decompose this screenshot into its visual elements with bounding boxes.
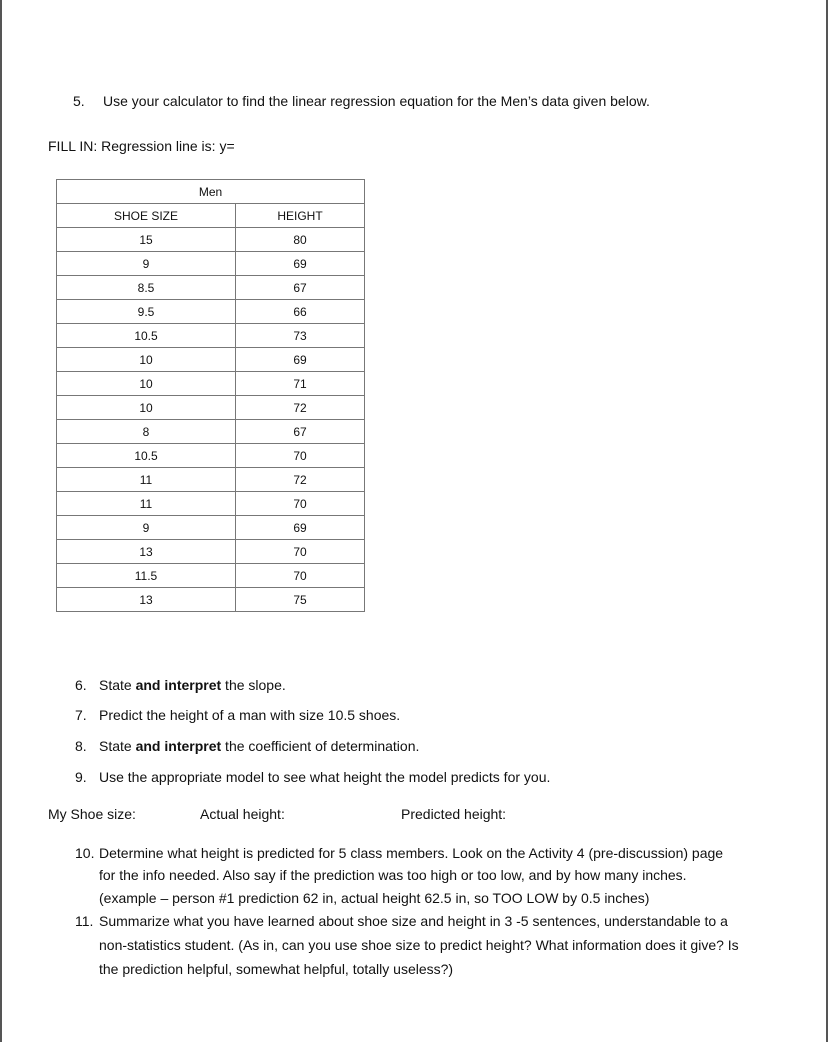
q11-number: 11. (75, 913, 94, 929)
page-edge-left (0, 0, 2, 1042)
q11-line: Summarize what you have learned about shoe size and height in 3 -5 sentences, understandable to a (99, 913, 728, 929)
height-cell: 71 (236, 372, 365, 396)
question-text (99, 737, 419, 755)
header-shoe-size: SHOE SIZE (57, 204, 236, 228)
predicted-height-label: Predicted height: (401, 806, 507, 822)
question-text (99, 768, 550, 786)
shoe-size-cell: 13 (57, 588, 236, 612)
height-cell: 70 (236, 492, 365, 516)
table-title: Men (57, 180, 365, 204)
height-cell: 70 (236, 540, 365, 564)
table-row (57, 252, 365, 276)
shoe-size-cell: 8.5 (57, 276, 236, 300)
height-cell: 73 (236, 324, 365, 348)
height-cell: 66 (236, 300, 365, 324)
height-cell: 80 (236, 228, 365, 252)
height-cell: 75 (236, 588, 365, 612)
question-number: 8. (75, 738, 87, 754)
shoe-size-cell: 9 (57, 516, 236, 540)
question-emphasis: and interpret (135, 738, 222, 754)
q10-line: Determine what height is predicted for 5 class members. Look on the Activity 4 (pre-discussion) page (99, 845, 724, 861)
q10-number: 10. (75, 845, 95, 861)
shoe-size-cell: 9 (57, 252, 236, 276)
shoe-size-cell: 15 (57, 228, 236, 252)
question-emphasis: and interpret (135, 677, 222, 693)
question-text-part: the coefficient of determination. (221, 738, 420, 754)
fill-in-regression: FILL IN: Regression line is: y= (48, 138, 235, 154)
table-row (57, 492, 365, 516)
actual-height-label: Actual height: (200, 806, 285, 822)
table-row (57, 276, 365, 300)
height-cell: 70 (236, 564, 365, 588)
table-row (57, 468, 365, 492)
question-number: 6. (75, 677, 87, 693)
shoe-size-cell: 10.5 (57, 324, 236, 348)
height-cell: 67 (236, 420, 365, 444)
table-row (57, 564, 365, 588)
height-cell: 72 (236, 396, 365, 420)
question-number: 7. (75, 707, 87, 723)
table-row (57, 588, 365, 612)
table-row (57, 348, 365, 372)
shoe-size-cell: 10 (57, 396, 236, 420)
my-shoe-size-label: My Shoe size: (48, 806, 136, 822)
question-text-part: the slope. (221, 677, 286, 693)
table-row (57, 396, 365, 420)
question-text-part: State (99, 677, 136, 693)
height-cell: 69 (236, 348, 365, 372)
table-row (57, 324, 365, 348)
question-text (99, 706, 400, 724)
shoe-size-cell: 10 (57, 348, 236, 372)
shoe-size-cell: 11.5 (57, 564, 236, 588)
height-cell: 69 (236, 516, 365, 540)
table-row (57, 444, 365, 468)
q11-line: the prediction helpful, somewhat helpful, totally useless?) (99, 961, 454, 977)
question-text-part: Predict the height of a man with size 10.5 shoes. (99, 707, 401, 723)
header-height: HEIGHT (236, 204, 365, 228)
question-number: 9. (75, 769, 87, 785)
shoe-size-cell: 10 (57, 372, 236, 396)
height-cell: 69 (236, 252, 365, 276)
q5-number: 5. (73, 93, 85, 109)
q10-line: for the info needed. Also say if the prediction was too high or too low, and by how many inches. (99, 867, 687, 883)
shoe-size-cell: 11 (57, 492, 236, 516)
shoe-size-cell: 9.5 (57, 300, 236, 324)
question-text (99, 676, 286, 694)
shoe-size-cell: 13 (57, 540, 236, 564)
shoe-size-cell: 8 (57, 420, 236, 444)
shoe-size-cell: 10.5 (57, 444, 236, 468)
shoe-size-cell: 11 (57, 468, 236, 492)
table-row (57, 372, 365, 396)
table-row (57, 516, 365, 540)
height-cell: 67 (236, 276, 365, 300)
table-row (57, 540, 365, 564)
height-cell: 70 (236, 444, 365, 468)
q11-line: non-statistics student. (As in, can you use shoe size to predict height? What information does it give? Is (99, 937, 739, 953)
q5-text: Use your calculator to find the linear regression equation for the Men’s data given below. (103, 93, 650, 109)
table-row (57, 228, 365, 252)
q10-line: (example – person #1 prediction 62 in, actual height 62.5 in, so TOO LOW by 0.5 inches) (99, 890, 650, 906)
question-text-part: State (99, 738, 136, 754)
question-text-part: Use the appropriate model to see what height the model predicts for you. (99, 769, 551, 785)
table-row (57, 300, 365, 324)
men-data-table (56, 179, 365, 612)
table-row (57, 420, 365, 444)
height-cell: 72 (236, 468, 365, 492)
